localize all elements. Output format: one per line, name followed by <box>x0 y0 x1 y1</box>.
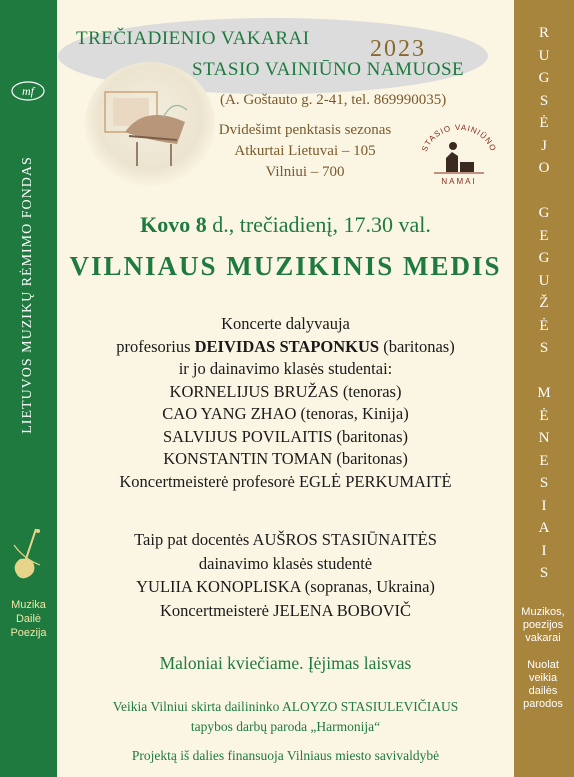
program <box>57 313 514 493</box>
right-band-gap <box>514 360 574 383</box>
right-band-letter: G <box>538 70 550 86</box>
right-band-letter: S <box>539 565 549 581</box>
header-line-1: TREČIADIENIO VAKARAI <box>76 28 310 49</box>
right-caption-line: Nuolat <box>527 659 559 671</box>
exhibit-line-1: Veikia Vilniui skirta dailininko ALOYZO STASIULEVIČIAUS <box>112 699 459 714</box>
left-caption <box>2 598 55 640</box>
house-logo <box>420 122 498 188</box>
left-caption-line: Dailė <box>15 613 42 625</box>
right-band-letter: J <box>541 137 547 154</box>
professor-prefix: profesorius <box>116 336 195 356</box>
right-band-letter: N <box>538 430 550 446</box>
right-band-letter: S <box>539 92 549 109</box>
right-band-letter: I <box>541 542 547 559</box>
student-line: SALVIJUS POVILAITIS (baritonas) <box>162 426 409 446</box>
season-line-2: Atkurtai Lietuvai – 105 <box>234 143 376 159</box>
right-caption-line: poezijos <box>522 619 564 631</box>
right-band-letter: G <box>538 205 550 221</box>
svg-text:NAMAI: NAMAI <box>441 177 477 186</box>
fund-name-text: LIETUVOS MUZIKŲ RĖMIMO FONDAS <box>20 156 35 434</box>
right-band-letter: A <box>538 520 550 536</box>
right-band-letter: U <box>538 47 550 64</box>
event-date-bold: Kovo 8 <box>140 212 207 237</box>
right-caption-line: dailės <box>528 685 558 697</box>
left-caption-line: Poezija <box>10 627 47 639</box>
right-band-letter: G <box>538 250 550 266</box>
right-band-gap <box>514 180 574 203</box>
right-caption-line: Muzikos, <box>521 606 565 618</box>
season-line-3: Vilniui – 700 <box>265 164 345 180</box>
right-band-letter: R <box>538 25 549 41</box>
right-band-letter: I <box>541 497 547 514</box>
program-professor <box>57 336 514 359</box>
professor-suffix: (baritonas) <box>379 336 455 356</box>
header-address: (A. Goštauto g. 2-41, tel. 869990035) <box>220 92 447 108</box>
funding: Projektą iš dalies finansuoja Vilniaus miesto savivaldybė <box>131 748 440 763</box>
also-line: dainavimo klasės studentė <box>198 553 373 573</box>
left-caption-line: Muzika <box>11 599 46 611</box>
right-band-letter: S <box>539 340 549 356</box>
house-logo-icon <box>420 122 498 188</box>
right-caption-2 <box>514 659 572 711</box>
right-caption-1 <box>514 606 572 645</box>
right-band-letter: Ė <box>539 407 549 424</box>
right-band-letter: O <box>538 160 550 176</box>
student-line: Koncertmeisterė profesorė EGLĖ PERKUMAITĖ <box>119 471 452 491</box>
header-year: 2023 <box>370 36 426 62</box>
right-band-letter: E <box>539 452 549 469</box>
header-line-2: STASIO VAINIŪNO NAMUOSE <box>192 59 465 80</box>
exhibit-line-2: tapybos darbų paroda „Harmonija“ <box>190 719 381 734</box>
program-intro: Koncerte dalyvauja <box>221 314 350 333</box>
right-band-letter: Ė <box>539 115 549 131</box>
right-band-letter: M <box>537 385 551 401</box>
right-caption-line: vakarai <box>525 632 561 644</box>
professor-name: DEIVIDAS STAPONKUS <box>194 336 380 356</box>
violin-icon <box>8 525 48 587</box>
event-title: VILNIAUS MUZIKINIS MEDIS <box>69 251 502 281</box>
invite: Maloniai kviečiame. Įėjimas laisvas <box>159 653 412 673</box>
also-line: YULIIA KONOPLISKA (sopranas, Ukraina) <box>136 577 435 596</box>
right-band-letter: Ž <box>539 295 549 311</box>
fund-name-vertical <box>6 75 50 515</box>
right-caption-line: parodos <box>523 698 563 710</box>
right-caption-line: veikia <box>528 672 558 684</box>
event-date <box>57 212 514 238</box>
student-line: KORNELIJUS BRUŽAS (tenoras) <box>169 381 402 401</box>
season-line-1: Dvidešimt penktasis sezonas <box>218 122 392 138</box>
student-line: CAO YANG ZHAO (tenoras, Kinija) <box>162 404 409 423</box>
right-band-letter: U <box>538 272 550 289</box>
svg-text:mf: mf <box>22 84 34 98</box>
also-line: Koncertmeisterė JELENA BOBOVIČ <box>159 600 412 620</box>
svg-text:STASIO VAINIŪNO: STASIO VAINIŪNO <box>420 122 498 153</box>
season-info <box>190 120 420 183</box>
right-band-letters <box>514 22 574 585</box>
right-band-letter: S <box>539 475 549 491</box>
right-band-letter: Ė <box>539 317 549 334</box>
exhibit-info <box>57 697 514 737</box>
right-band-letter: E <box>539 227 549 244</box>
student-line: KONSTANTIN TOMAN (baritonas) <box>163 449 408 468</box>
also-line: Taip pat docentės AUŠROS STASIŪNAITĖS <box>134 530 437 549</box>
program-also <box>57 528 514 622</box>
students-intro: ir jo dainavimo klasės studentai: <box>178 359 393 378</box>
event-date-rest: d., trečiadienį, 17.30 val. <box>206 212 431 237</box>
